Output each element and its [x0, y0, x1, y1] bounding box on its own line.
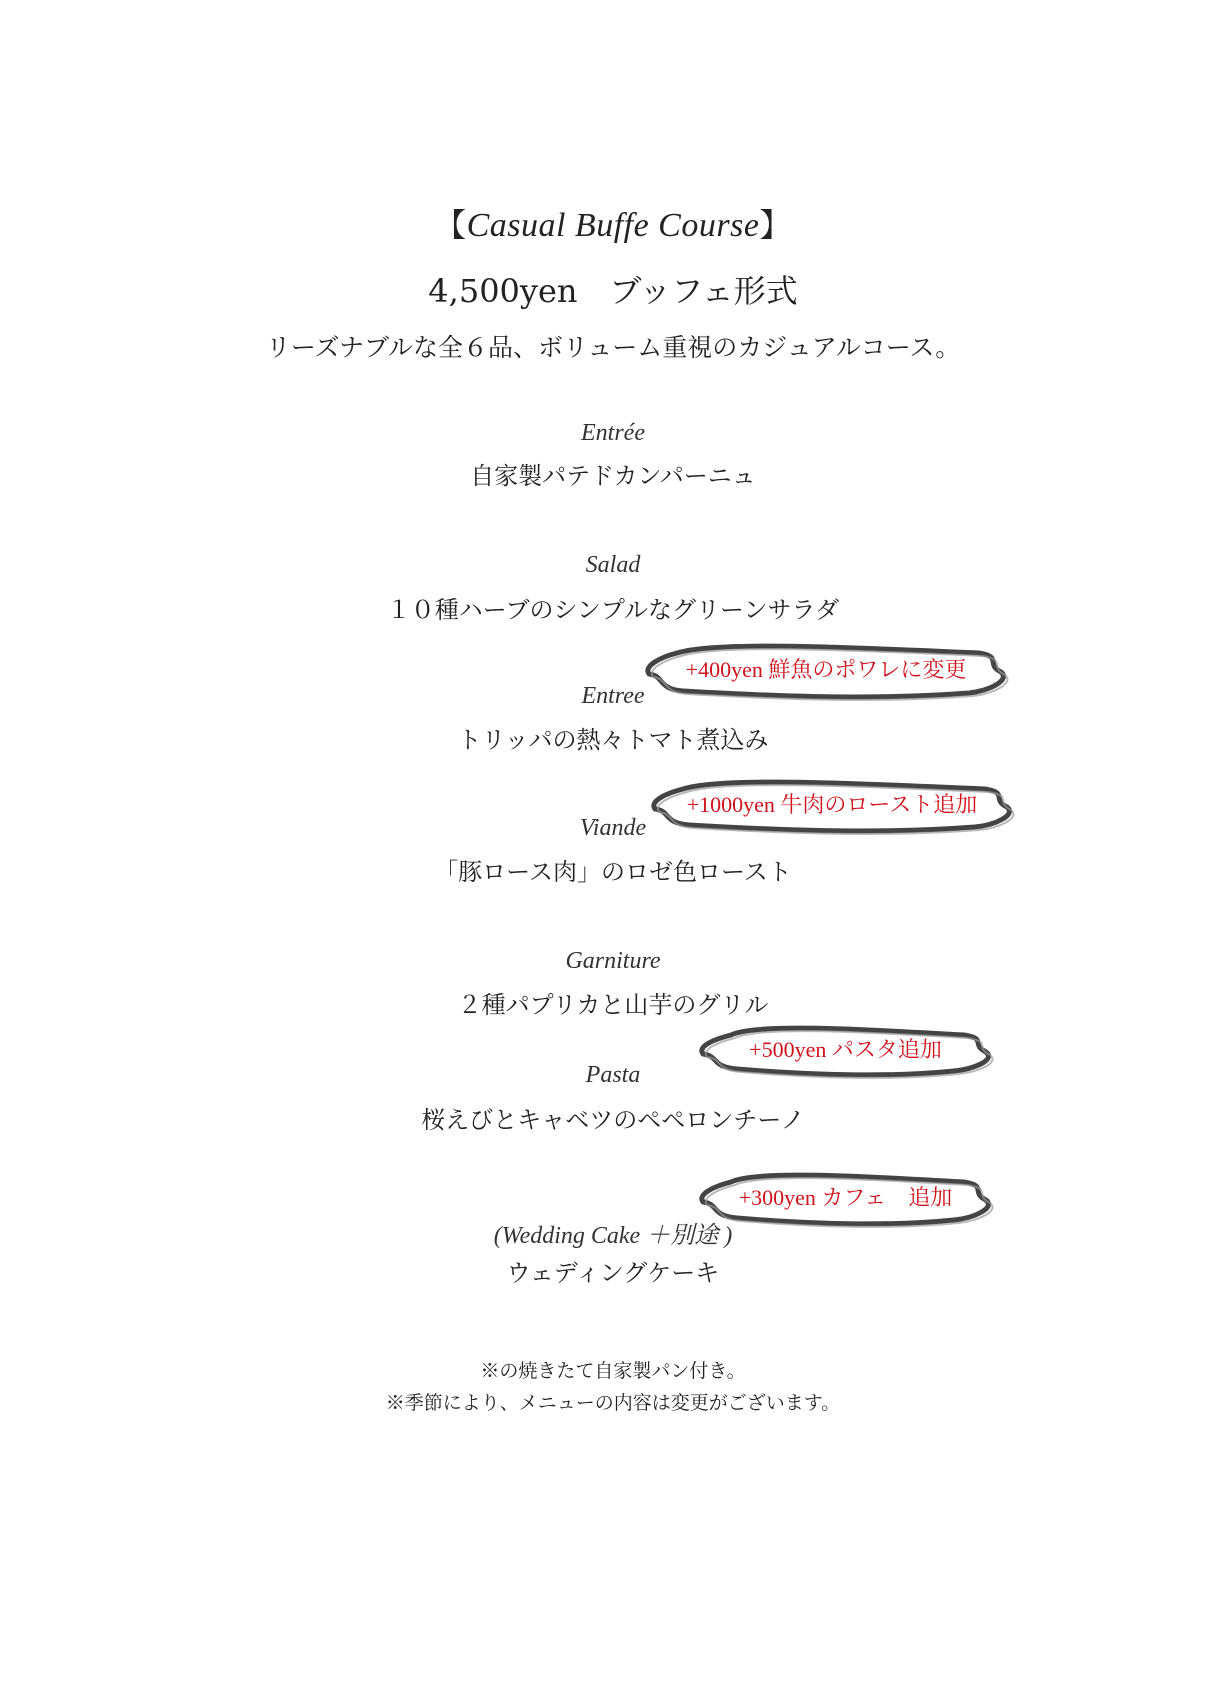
- course-category-pasta: Pasta: [585, 1062, 641, 1088]
- course-category-viande: Viande: [579, 815, 647, 841]
- upgrade-cloud: [649, 774, 1015, 836]
- course-dish-entree-2: トリッパの熱々トマト煮込み: [457, 726, 769, 754]
- course-category-entree-2: Entree: [581, 683, 645, 709]
- title-bracket-open: 【: [434, 206, 467, 244]
- course-category-cake: (Wedding Cake ＋別途 ): [493, 1223, 733, 1249]
- course-dish-cake: ウェディングケーキ: [506, 1259, 720, 1287]
- course-price: 4,500yen ブッフェ形式: [428, 272, 798, 310]
- upgrade-label: +400yen 鮮魚のポワレに変更: [685, 657, 967, 682]
- course-category-entree: Entrée: [581, 420, 645, 446]
- course-category-salad: Salad: [585, 552, 641, 578]
- note-seasonal: ※季節により、メニューの内容は変更がございます。: [385, 1392, 841, 1414]
- upgrade-label: +300yen カフェ 追加: [738, 1185, 953, 1210]
- upgrade-cloud: [697, 1020, 994, 1080]
- upgrade-label: +1000yen 牛肉のロースト追加: [686, 792, 978, 817]
- upgrade-cloud: [643, 638, 1009, 702]
- course-dish-viande: 「豚ロース肉」のロゼ色ロースト: [434, 858, 792, 886]
- course-dish-salad: １０種ハーブのシンプルなグリーンサラダ: [386, 596, 840, 624]
- course-title: [0, 200, 1226, 246]
- note-bread: ※の焼きたて自家製パン付き。: [480, 1360, 746, 1382]
- course-dish-garniture: ２種パプリカと山芋のグリル: [457, 991, 769, 1019]
- title-name: Casual Buffe Course: [466, 207, 760, 244]
- upgrade-cloud: [697, 1167, 994, 1229]
- course-dish-pasta: 桜えびとキャベツのペペロンチーノ: [421, 1106, 805, 1134]
- title-bracket-close: 】: [759, 206, 792, 244]
- course-dish-entree: 自家製パテドカンパーニュ: [470, 462, 756, 490]
- course-category-garniture: Garniture: [565, 948, 661, 974]
- course-description: リーズナブルな全６品、ボリューム重視のカジュアルコース。: [265, 333, 961, 362]
- upgrade-label: +500yen パスタ追加: [749, 1037, 942, 1062]
